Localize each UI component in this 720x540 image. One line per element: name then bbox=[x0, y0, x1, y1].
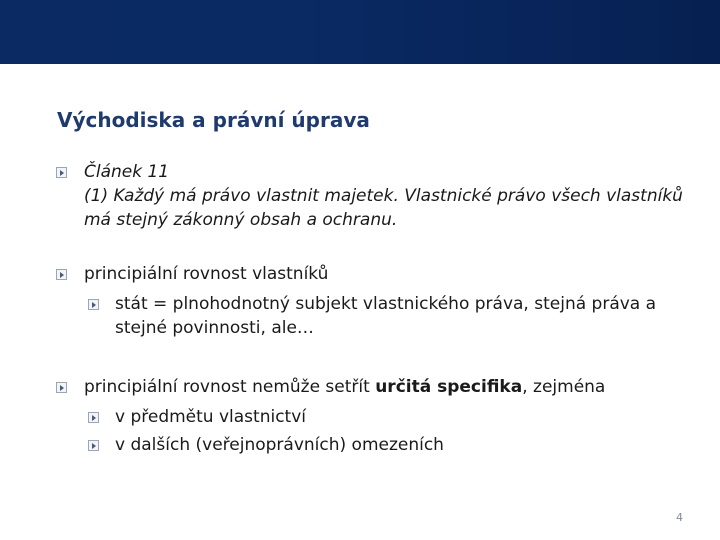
bullet-specifics-text-after: , zejména bbox=[522, 377, 606, 397]
article-text-line-2: má stejný zákonný obsah a ochranu. bbox=[84, 210, 398, 230]
header-band bbox=[0, 0, 720, 64]
bullet-icon bbox=[56, 382, 67, 393]
page-number: 4 bbox=[676, 511, 683, 524]
bullet-icon bbox=[56, 167, 67, 178]
bullet-equality bbox=[84, 262, 328, 286]
sub-bullet-restrictions bbox=[115, 433, 444, 457]
sub-bullet-state-line-1: stát = plnohodnotný subjekt vlastnického práva, stejná práva a bbox=[115, 294, 657, 314]
sub-bullet-restrictions-text: v dalších (veřejnoprávních) omezeních bbox=[115, 435, 444, 455]
sub-bullet-icon bbox=[88, 440, 99, 451]
sub-bullet-subject bbox=[115, 405, 306, 429]
bullet-equality-text: principiální rovnost vlastníků bbox=[84, 264, 329, 284]
bullet-specifics bbox=[84, 375, 605, 399]
sub-bullet-state-line-2: stejné povinnosti, ale… bbox=[115, 318, 314, 338]
bullet-specifics-emphasis: určitá specifika bbox=[375, 377, 523, 397]
bullet-icon bbox=[56, 269, 67, 280]
article-heading: Článek 11 bbox=[84, 162, 170, 182]
bullet-specifics-text-before: principiální rovnost nemůže setřít bbox=[84, 377, 376, 397]
sub-bullet-subject-text: v předmětu vlastnictví bbox=[115, 407, 307, 427]
bullet-article-11 bbox=[84, 160, 683, 232]
sub-bullet-icon bbox=[88, 299, 99, 310]
article-text-line-1: (1) Každý má právo vlastnit majetek. Vlastnické právo všech vlastníků bbox=[84, 186, 683, 206]
sub-bullet-state bbox=[115, 292, 656, 340]
sub-bullet-icon bbox=[88, 412, 99, 423]
slide-title: Východiska a právní úprava bbox=[57, 108, 370, 132]
